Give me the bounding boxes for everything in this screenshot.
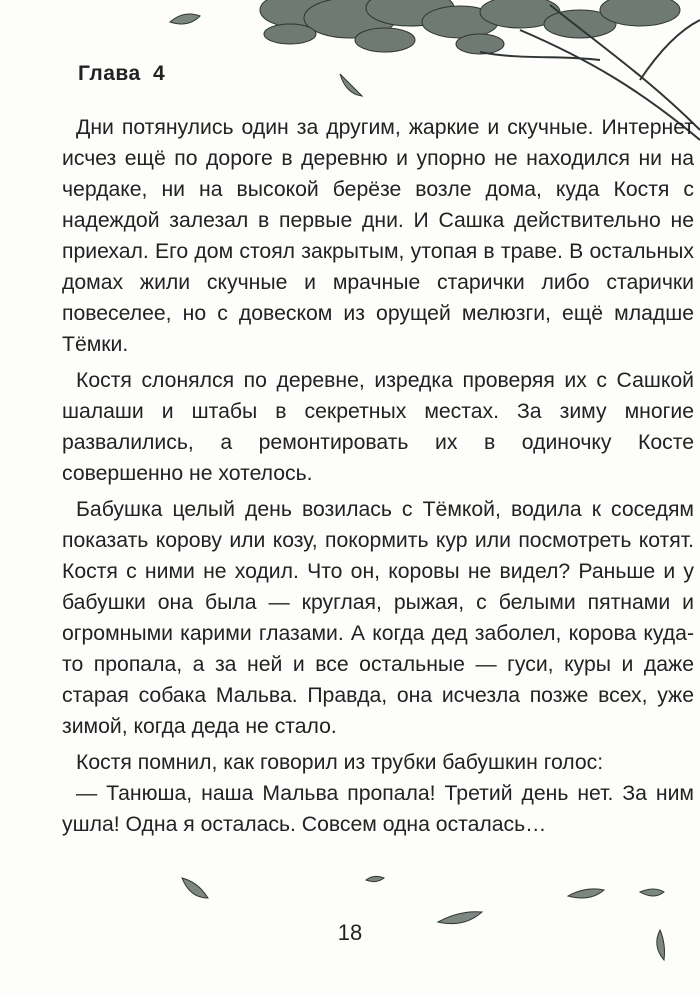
- paragraph: Костя слонялся по деревне, изредка проверяя их с Сашкой шалаши и штабы в секретных местах. За зиму многие развалились, а ремонтировать их в одиночку Косте совершенно не хотелось.: [62, 369, 694, 485]
- page-number: 18: [337, 920, 363, 945]
- chapter-body: [62, 112, 694, 845]
- paragraph: Бабушка целый день возилась с Тёмкой, водила к соседям показать корову или козу, покормить кур или посмотреть котят. Костя с ними не ходил. Что он, коровы не видел? Раньше и у бабушки она была — круглая, рыжая, с белыми пятнами и огромными карими глазами. А когда дед заболел, корова куда-то пропала, а за ней и все остальные — гуси, куры и даже старая собака Мальва. Правда, она исчезла позже всех, уже зимой, когда деда не стало.: [62, 498, 694, 738]
- paragraph: Дни потянулись один за другим, жаркие и скучные. Интернет исчез ещё по дороге в деревню и упорно не находился ни на чердаке, ни на высокой берёзе возле дома, куда Костя с надеждой залезал в первые дни. И Сашка действительно не приехал. Его дом стоял закрытым, утопая в траве. В остальных домах жили скучные и мрачные старички либо старички повеселее, но с довеском из орущей мелюзги, ещё младше Тёмки.: [62, 116, 694, 356]
- chapter-title: Глава 4: [78, 62, 166, 85]
- paragraph: Костя помнил, как говорил из трубки бабушкин голос:: [76, 751, 604, 774]
- paragraph: — Танюша, наша Мальва пропала! Третий день нет. За ним ушла! Одна я осталась. Совсем одна осталась…: [62, 782, 694, 836]
